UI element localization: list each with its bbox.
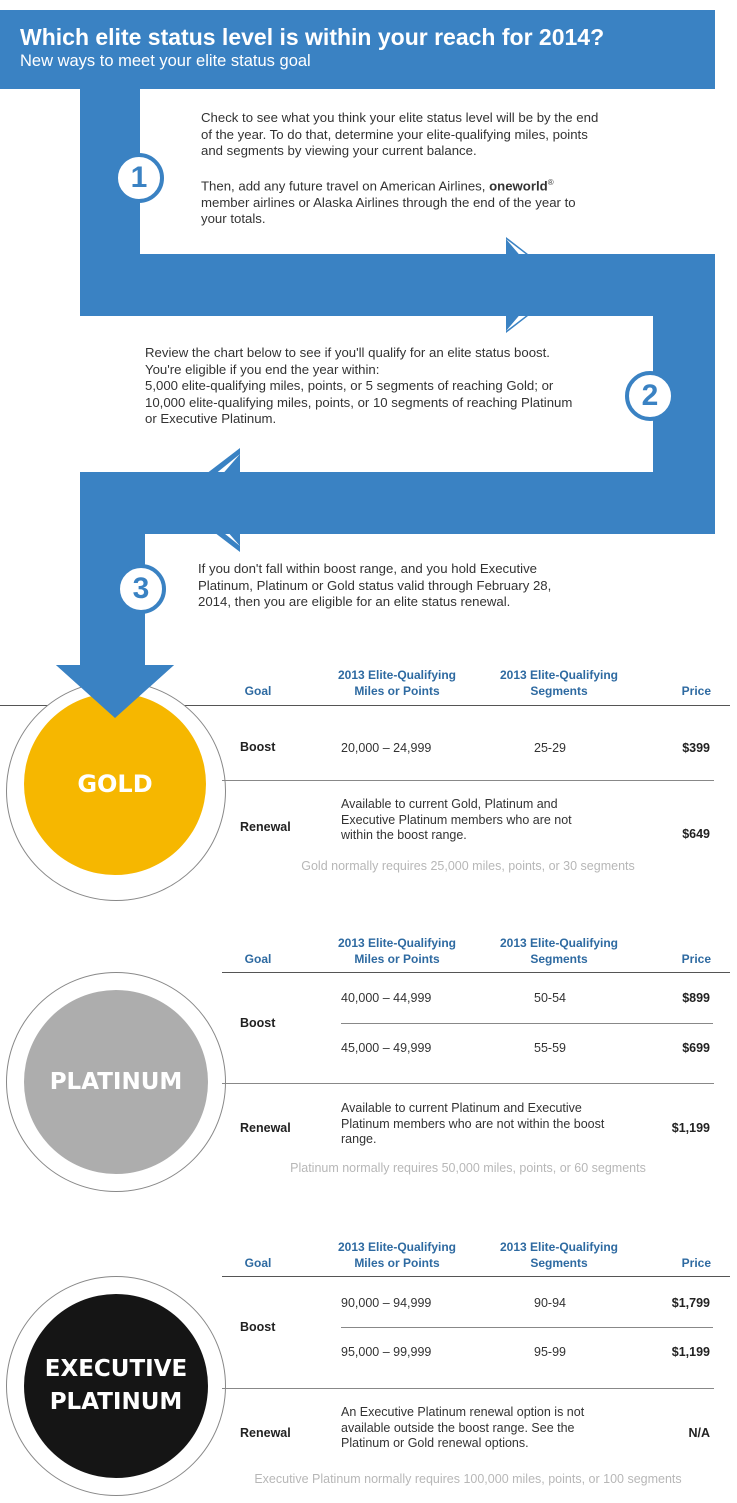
executive-boost-2-segments: 95-99 [534, 1345, 566, 1359]
step-3-badge: 3 [116, 564, 166, 614]
gold-renewal-price: $649 [682, 827, 710, 841]
executive-boost-label: Boost [240, 1320, 276, 1334]
platinum-boost-label: Boost [240, 1016, 276, 1030]
step-1-paragraph-1: Check to see what you think your elite status level will be by the end of the year. To do that, determine your elite-qualifying miles, points and segments by viewing your current balance. [201, 110, 599, 159]
page-title: Which elite status level is within your reach for 2014? [20, 24, 605, 50]
step-2-line: 5,000 elite-qualifying miles, points, or 5 segments of reaching Gold; or [145, 378, 554, 394]
header-segments: 2013 Elite-Qualifying Segments [499, 668, 619, 698]
executive-name-line-2: PLATINUM [49, 1389, 183, 1415]
platinum-boost-1-segments: 50-54 [534, 991, 566, 1005]
gold-boost-miles: 20,000 – 24,999 [341, 741, 432, 755]
executive-tier-circle [24, 1294, 208, 1478]
platinum-renewal-price: $1,199 [671, 1121, 710, 1135]
platinum-renewal-description: Available to current Platinum and Executive Platinum members who are not within the boost range. [341, 1101, 605, 1146]
step-1-text [201, 110, 601, 228]
executive-table-top-rule [222, 1276, 730, 1277]
step-2-line: 10,000 elite-qualifying miles, points, or 10 segments of reaching Platinum [145, 394, 573, 410]
header-price: Price [681, 684, 711, 698]
header-miles: 2013 Elite-Qualifying Miles or Points [337, 668, 457, 698]
executive-name-line-1: EXECUTIVE [44, 1356, 188, 1382]
executive-boost-divider [341, 1327, 713, 1328]
header-segments: 2013 Elite-Qualifying Segments [499, 1240, 619, 1270]
executive-requirement-note: Executive Platinum normally requires 100,000 miles, points, or 100 segments [254, 1472, 682, 1486]
step-2-badge: 2 [625, 371, 675, 421]
header-miles: 2013 Elite-Qualifying Miles or Points [337, 1240, 457, 1270]
header-price: Price [681, 952, 711, 966]
platinum-boost-2-segments: 55-59 [534, 1041, 566, 1055]
platinum-boost-2-miles: 45,000 – 49,999 [341, 1041, 432, 1055]
platinum-boost-1-price: $899 [682, 991, 710, 1005]
gold-boost-label: Boost [240, 740, 276, 754]
executive-boost-1-miles: 90,000 – 94,999 [341, 1296, 432, 1310]
gold-boost-segments: 25-29 [534, 741, 566, 755]
executive-boost-1-price: $1,799 [671, 1296, 710, 1310]
header-goal: Goal [244, 1256, 272, 1270]
oneworld-brand: oneworld [489, 178, 548, 194]
header-price: Price [681, 1256, 711, 1270]
gold-tier-circle: GOLD [24, 693, 206, 875]
platinum-boost-divider [341, 1023, 713, 1024]
page-subtitle: New ways to meet your elite status goal [20, 52, 311, 70]
step-3-text: If you don't fall within boost range, and you hold Executive Platinum, Platinum or Gold status valid through February 28, 2014, then you are eligible for an elite status renewal. [198, 561, 552, 610]
platinum-boost-1-miles: 40,000 – 44,999 [341, 991, 432, 1005]
executive-boost-1-segments: 90-94 [534, 1296, 566, 1310]
platinum-boost-2-price: $699 [682, 1041, 710, 1055]
platinum-requirement-note: Platinum normally requires 50,000 miles, points, or 60 segments [290, 1161, 646, 1175]
gold-mid-rule [222, 780, 714, 781]
executive-mid-rule [222, 1388, 714, 1389]
executive-renewal-price: N/A [688, 1426, 710, 1440]
gold-renewal-description: Available to current Gold, Platinum and Executive Platinum members who are not within the boost range. [341, 797, 572, 842]
executive-renewal-label: Renewal [240, 1426, 291, 1440]
step-2-line: You're eligible if you end the year within: [145, 361, 380, 377]
executive-boost-2-price: $1,199 [671, 1345, 710, 1359]
platinum-table-top-rule [222, 972, 730, 973]
gold-boost-price: $399 [682, 741, 710, 755]
platinum-tier-circle: PLATINUM [24, 990, 208, 1174]
step-2-text [145, 345, 615, 428]
step-2-line: Review the chart below to see if you'll qualify for an elite status boost. [145, 345, 550, 360]
header-segments: 2013 Elite-Qualifying Segments [499, 936, 619, 966]
platinum-renewal-label: Renewal [240, 1121, 291, 1135]
platinum-mid-rule [222, 1083, 714, 1084]
header-goal: Goal [244, 684, 272, 698]
header-miles: 2013 Elite-Qualifying Miles or Points [337, 936, 457, 966]
executive-renewal-description: An Executive Platinum renewal option is not available outside the boost range. See the Platinum or Gold renewal options. [341, 1405, 585, 1450]
step-1-badge: 1 [114, 153, 164, 203]
executive-boost-2-miles: 95,000 – 99,999 [341, 1345, 432, 1359]
gold-requirement-note: Gold normally requires 25,000 miles, points, or 30 segments [301, 859, 635, 873]
header-goal: Goal [244, 952, 272, 966]
gold-renewal-label: Renewal [240, 820, 291, 834]
step-1-paragraph-2: Then, add any future travel on American Airlines, oneworld® member airlines or Alaska Airlines through the end of the year to your totals. [201, 177, 576, 227]
gold-arrow-tip [56, 660, 174, 720]
step-2-line: or Executive Platinum. [145, 411, 277, 427]
